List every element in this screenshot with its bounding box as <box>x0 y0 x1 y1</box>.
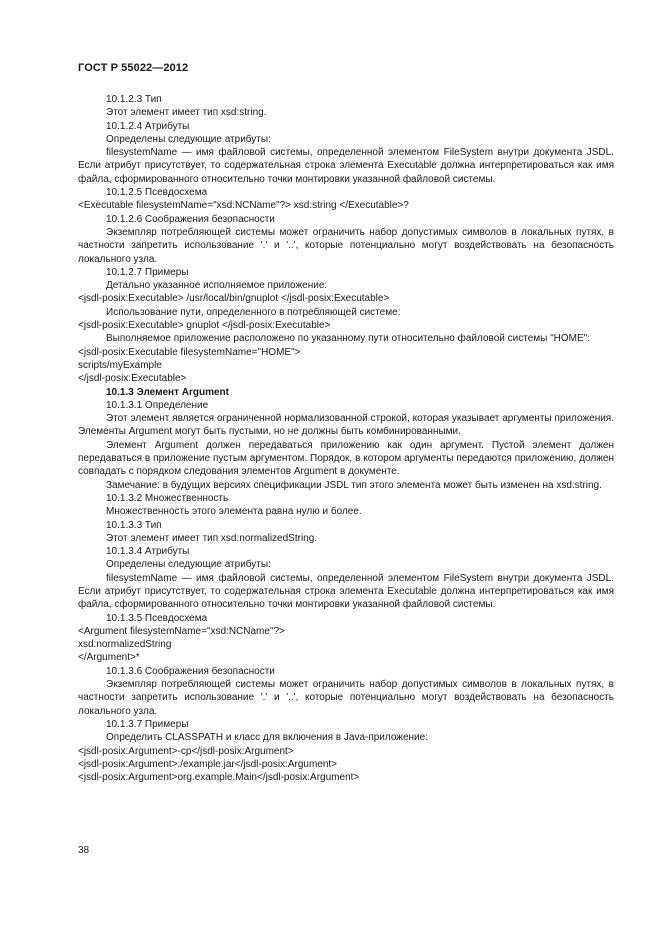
paragraph: <jsdl-posix:Argument>./example.jar</jsdl-posix:Argument> <box>78 758 338 770</box>
page-number: 38 <box>78 845 90 856</box>
paragraph: Этот элемент имеет тип xsd:string. <box>106 107 267 119</box>
paragraph: 10.1.2.5 Псевдосхема <box>106 187 208 199</box>
paragraph: Детально указанное исполняемое приложение: <box>106 280 328 292</box>
paragraph: Экземпляр потребляющей системы может ограничить набор допустимых символов в локальных путях, в частности запретить использование '.' и '..', которые потенциально могут воздействовать на безопасность локального узла. <box>78 679 614 717</box>
paragraph: Множественность этого элемента равна нулю и более. <box>106 506 362 518</box>
paragraph: scripts/myExample <box>78 359 162 371</box>
paragraph: Определить CLASSPATH и класс для включения в Java-приложение: <box>106 732 428 744</box>
paragraph: Этот элемент является ограниченной нормализованной строкой, которая указывает аргументы приложения. Элементы Argument могут быть пустыми, но не должны быть комбинированными. <box>78 413 614 438</box>
document-body <box>78 93 614 784</box>
paragraph: Выполняемое приложение расположено по указанному пути относительно файловой системы "HOME": <box>106 333 590 345</box>
paragraph: Определены следующие атрибуты: <box>106 133 271 145</box>
paragraph: </jsdl-posix:Executable> <box>78 373 187 385</box>
paragraph: filesystemName — имя файловой системы, определенной элементом FileSystem внутри документа JSDL. Если атрибут присутствует, то содержательная строка элемента Executable должна интерпретироваться как имя файла, сформированного относительно точки монтировки указанной файловой системы. <box>78 147 614 185</box>
paragraph: 10.1.3.4 Атрибуты <box>106 546 190 558</box>
paragraph: <jsdl-posix:Executable> /usr/local/bin/gnuplot </jsdl-posix:Executable> <box>78 293 390 305</box>
paragraph: 10.1.3.6 Соображения безопасности <box>106 665 275 677</box>
paragraph: Этот элемент имеет тип xsd:normalizedString. <box>106 532 318 544</box>
paragraph: 10.1.3.3 Тип <box>106 519 162 531</box>
paragraph: 10.1.2.6 Соображения безопасности <box>106 213 275 225</box>
paragraph: <jsdl-posix:Executable filesystemName="HOME"> <box>78 346 301 358</box>
paragraph: 10.1.3.1 Определение <box>106 399 209 411</box>
paragraph: Замечание: в будущих версиях спецификации JSDL тип этого элемента может быть изменен на xsd:string. <box>106 479 602 491</box>
paragraph: </Argument>* <box>78 652 140 664</box>
page-header: ГОСТ Р 55022—2012 <box>78 62 189 74</box>
paragraph: 10.1.2.7 Примеры <box>106 266 189 278</box>
paragraph: Использование пути, определенного в потребляющей системе: <box>106 306 401 318</box>
paragraph: 10.1.2.3 Тип <box>106 94 162 105</box>
paragraph: 10.1.3.5 Псевдосхема <box>106 612 208 624</box>
paragraph: Экземпляр потребляющей системы может ограничить набор допустимых символов в локальных путях, в частности запретить использование '.' и '..', которые потенциально могут воздействовать на безопасность локального узла. <box>78 226 614 265</box>
paragraph: <jsdl-posix:Argument>org.example.Main</jsdl-posix:Argument> <box>78 772 360 784</box>
paragraph: 10.1.3 Элемент Argument <box>106 386 229 398</box>
paragraph: xsd:normalizedString <box>78 639 172 651</box>
paragraph: 10.1.2.4 Атрибуты <box>106 120 190 132</box>
paragraph: Элемент Argument должен передаваться приложению как один аргумент. Пустой элемент должен передаваться в приложение пустым аргументом. Порядок, в котором аргументы передаются приложению, должен совпадать с порядком следования элементов Argument в документе. <box>78 439 614 478</box>
paragraph: filesystemName — имя файловой системы, определенной элементом FileSystem внутри документа JSDL. Если атрибут присутствует, то содержательная строка элемента Executable должна интерпретироваться как имя файла, сформированного относительно точки монтировки указанной файловой системы. <box>78 572 614 611</box>
paragraph: <Executable filesystemName="xsd:NCName"?> xsd:string </Executable>? <box>78 200 409 212</box>
paragraph: <Argument filesystemName="xsd:NCName"?> <box>78 625 285 637</box>
paragraph: 10.1.3.7 Примеры <box>106 718 189 730</box>
paragraph: Определены следующие атрибуты: <box>106 559 271 571</box>
paragraph: 10.1.3.2 Множественность <box>106 492 229 504</box>
paragraph: <jsdl-posix:Executable> gnuplot </jsdl-posix:Executable> <box>78 320 331 332</box>
paragraph: <jsdl-posix:Argument>-cp</jsdl-posix:Argument> <box>78 745 294 757</box>
